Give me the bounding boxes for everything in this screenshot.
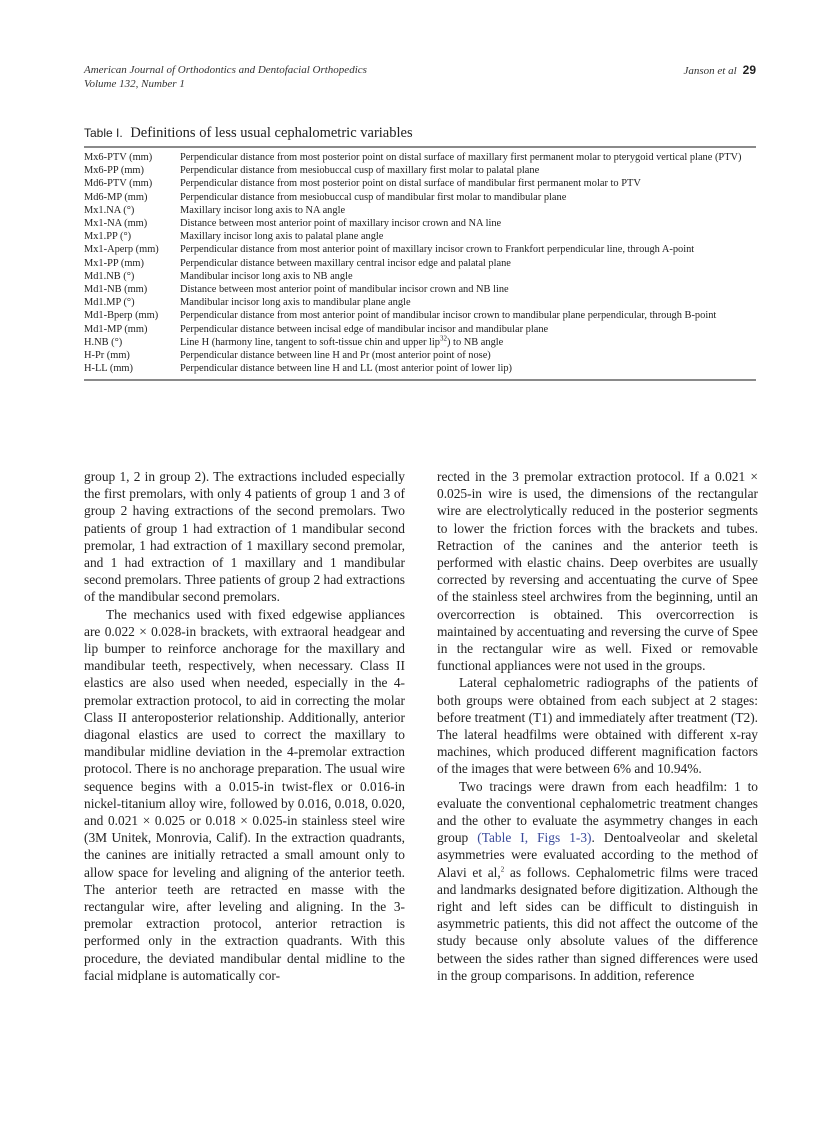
variable-definition (180, 191, 756, 204)
variable-name: Md1-NB (mm) (84, 284, 148, 296)
text-run: Line H (harmony line, tangent to soft-tissue chin and upper lip (180, 336, 440, 348)
table-row (84, 243, 756, 256)
definition-text: Mandibular incisor long axis to mandibular plane angle (180, 297, 411, 309)
table-row (84, 164, 756, 177)
table-row (84, 283, 756, 296)
definition-text: Perpendicular distance from mesiobuccal cusp of mandibular first molar to mandibular plane (180, 191, 567, 203)
variable-name: H-LL (mm) (84, 363, 133, 375)
variable-definition (180, 336, 756, 349)
citation-reference[interactable]: 32 (440, 334, 447, 343)
variable-definition (180, 177, 756, 190)
variable-name: Mx6-PTV (mm) (84, 152, 153, 163)
definition-text: Perpendicular distance from mesiobuccal cusp of maxillary first molar to palatal plane (180, 165, 540, 177)
definition-text: Distance between most anterior point of mandibular incisor crown and NB line (180, 284, 509, 296)
variable-definition (180, 257, 756, 270)
variable-definition (180, 362, 756, 375)
table-figure-reference-link[interactable]: (Table I, Figs 1-3) (477, 830, 592, 846)
table-row (84, 257, 756, 270)
table-bottom-rule (84, 379, 756, 381)
variable-name: Md1.NB (°) (84, 270, 135, 282)
table-row (84, 296, 756, 309)
table-top-rule (84, 146, 756, 148)
table-row (84, 191, 756, 204)
variable-name: Mx1.NA (°) (84, 204, 135, 216)
definitions-table-body (84, 151, 756, 375)
variable-name: Mx6-PP (mm) (84, 165, 144, 177)
definition-text: Perpendicular distance between maxillary central incisor edge and palatal plane (180, 257, 511, 269)
variable-definition (180, 323, 756, 336)
variable-definition (180, 296, 756, 309)
definition-text: Perpendicular distance between line H and Pr (most anterior point of nose) (180, 350, 491, 362)
variable-definition (180, 164, 756, 177)
body-column-right (437, 468, 758, 984)
table-row (84, 270, 756, 283)
table-row (84, 336, 756, 349)
body-column-left (84, 468, 405, 984)
table-row (84, 230, 756, 243)
variable-name: Md6-MP (mm) (84, 191, 148, 203)
paragraph (437, 778, 758, 984)
variable-name: Mx1-NA (mm) (84, 218, 148, 230)
definition-text: Distance between most anterior point of maxillary incisor crown and NA line (180, 218, 502, 230)
definition-text: Mandibular incisor long axis to NB angle (180, 270, 353, 282)
running-head-right (683, 63, 756, 78)
table-row (84, 323, 756, 336)
variable-definition (180, 270, 756, 283)
variable-name: Md1-MP (mm) (84, 323, 148, 335)
paragraph: The mechanics used with fixed edgewise appliances are 0.022 × 0.028-in brackets, with extraoral headgear and lip bumper to reinforce anchorage for the maxillary and mandibular teeth, respectively, when necessary. Class II elastics are also used when needed, especially in the 4-premolar extraction protocol, to aid in correcting the molar Class II anteroposterior relationship. Additionally, anterior diagonal elastics are used to correct the maxillary to mandibular midline deviation in the 4-premolar extraction protocol. There is no anchorage preparation. The usual wire sequence begins with a 0.015-in twist-flex or 0.016-in nickel-titanium alloy wire, followed by 0.016, 0.018, 0.020, and 0.021 × 0.025 or 0.018 × 0.025-in stainless steel wire (3M Unitek, Monrovia, Calif). In the extraction quadrants, the canines are initially retracted a small amount only to allow space for leveling and aligning of the anterior teeth. The anterior teeth are retracted en masse with the rectangular wire, after leveling and aligning. In the 3-premolar extraction protocol, anterior retraction is performed only in the extraction quadrants. With this procedure, the deviated mandibular dental midline to the facial midplane is automatically cor- (84, 606, 405, 983)
authors: Janson et al (683, 65, 737, 77)
variable-name: Md1.MP (°) (84, 297, 135, 309)
text-run: as follows. Cephalometric films were traced and landmarks designated before digitization. Although the right and left sides can be difficult to distinguish in asymmetric patients, this did not affect the outcome of the study because only absolute values of the difference between the sides rather than signed differences were used in the group comparisons. In addition, reference (437, 864, 758, 983)
journal-volume: Volume 132, Number 1 (84, 78, 185, 90)
definition-text: Perpendicular distance between line H and LL (most anterior point of lower lip) (180, 363, 513, 375)
table-title: Definitions of less usual cephalometric variables (130, 125, 413, 141)
definition-text: Maxillary incisor long axis to palatal plane angle (180, 231, 384, 243)
variable-name: H.NB (°) (84, 336, 123, 348)
text-run: Two tracings were drawn from each headfilm: 1 to evaluate the conventional cephalometric treatment changes and the other to evaluate the asymmetry changes in each group (437, 778, 758, 846)
variable-name: Mx1-PP (mm) (84, 257, 144, 269)
variable-name: Mx1.PP (°) (84, 231, 132, 243)
variable-definition (180, 283, 756, 296)
variable-definition (180, 151, 756, 164)
text-run: . Dentoalveolar and skeletal asymmetries were evaluated according to the method of Alavi et al, (437, 830, 758, 880)
variable-name: Md1-Bperp (mm) (84, 310, 159, 322)
variable-definition (180, 243, 756, 256)
table-row (84, 349, 756, 362)
definition-text: Perpendicular distance between incisal edge of mandibular incisor and mandibular plane (180, 323, 549, 335)
running-head (84, 63, 756, 91)
definition-text (180, 336, 756, 349)
variable-definition (180, 204, 756, 217)
citation-reference[interactable]: 2 (500, 865, 505, 874)
text-run: ) to NB angle (447, 336, 504, 348)
definition-text: Perpendicular distance from most posterior point on distal surface of mandibular first permanent molar to PTV (180, 178, 641, 190)
table-row (84, 177, 756, 190)
table-row (84, 151, 756, 164)
variable-definition (180, 230, 756, 243)
table-row (84, 309, 756, 322)
paragraph: rected in the 3 premolar extraction protocol. If a 0.021 × 0.025-in wire is used, the dimensions of the rectangular wire are electrolytically reduced in the posterior segments to lower the friction forces with the brackets and tubes. Retraction of the canines and the anterior teeth is performed with elastic chains. Deep overbites are usually corrected by reversing and accentuating the curve of Spee of the stainless steel archwires from the beginning, until an overcorrection is obtained. This overcorrection is maintained by accentuating and reversing the curve of Spee in the rectangular wire as well. Fixed or removable functional appliances were not used in the groups. (437, 469, 758, 674)
definition-text: Perpendicular distance from most anterior point of maxillary incisor crown to Frankfort perpendicular line, through A-point (180, 244, 695, 256)
table-row (84, 204, 756, 217)
table-row (84, 217, 756, 230)
page-number: 29 (742, 63, 756, 77)
definition-text: Maxillary incisor long axis to NA angle (180, 204, 346, 216)
variable-name: H-Pr (mm) (84, 350, 130, 362)
definition-text: Perpendicular distance from most anterior point of mandibular incisor crown to mandibular plane perpendicular, through B-point (180, 310, 717, 322)
paragraph: Lateral cephalometric radiographs of the patients of both groups were obtained from each subject at 2 stages: before treatment (T1) and immediately after treatment (T2). The lateral headfilms were obtained with different x-ray machines, which produced different magnification factors of the images that were between 6% and 10.94%. (437, 675, 758, 777)
definition-text: Perpendicular distance from most posterior point on distal surface of maxillary first permanent molar to pterygoid vertical plane (PTV) (180, 152, 742, 163)
variable-definition (180, 349, 756, 362)
journal-name: American Journal of Orthodontics and Dentofacial Orthopedics (84, 64, 367, 76)
table-caption (84, 124, 756, 142)
variable-name: Md6-PTV (mm) (84, 178, 153, 190)
variable-name: Mx1-Aperp (mm) (84, 244, 159, 256)
variable-definition (180, 309, 756, 322)
variable-definition (180, 217, 756, 230)
paragraph: group 1, 2 in group 2). The extractions included especially the first premolars, with only 4 patients of group 1 and 3 of group 2 having extractions of the second premolars. Two patients of group 1 had extraction of 1 mandibular second premolar, 1 had extraction of 1 maxillary second premolar, and 1 had extraction of 1 maxillary and 1 mandibular second premolars. Three patients of group 2 had extractions of the mandibular second premolars. (84, 469, 405, 605)
table-row (84, 362, 756, 375)
definitions-table (84, 124, 756, 381)
table-label: Table I. (84, 126, 123, 140)
